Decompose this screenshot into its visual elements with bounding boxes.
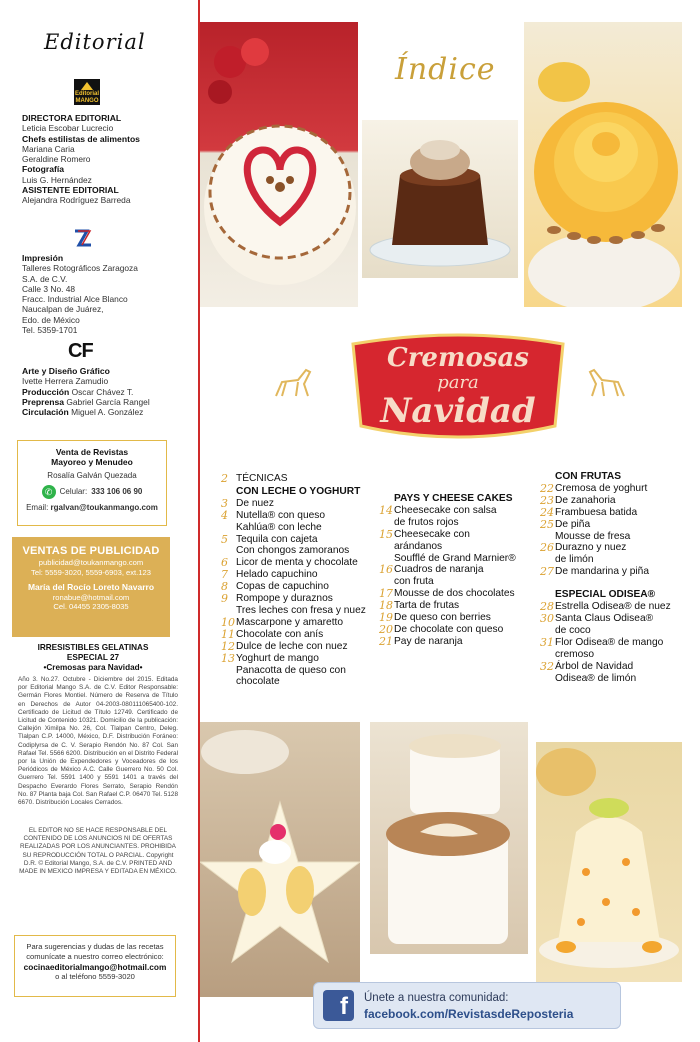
index-entry[interactable] bbox=[379, 624, 539, 636]
index-page-number: 5 bbox=[221, 532, 228, 546]
facebook-icon: f bbox=[323, 990, 354, 1021]
index-recipe-title: de coco bbox=[555, 624, 591, 636]
credit-line bbox=[22, 366, 150, 376]
index-recipe-title: Pay de naranja bbox=[394, 635, 463, 647]
sales-phone-label: Celular: bbox=[59, 487, 88, 496]
credit-line bbox=[22, 325, 138, 335]
index-page-number: 26 bbox=[540, 541, 554, 555]
index-section-heading: ESPECIAL ODISEA® bbox=[555, 589, 656, 601]
index-recipe-title: Soufflé de Grand Marnier® bbox=[394, 552, 516, 564]
credit-name: Mariana Caria bbox=[22, 143, 75, 154]
index-page-number: 10 bbox=[221, 615, 235, 629]
facebook-community-bar[interactable] bbox=[313, 982, 621, 1029]
index-page-number: 17 bbox=[379, 587, 393, 601]
reindeer-left-icon bbox=[268, 360, 318, 405]
photo-mango-flower-gelatin bbox=[524, 22, 682, 307]
index-page-number: 27 bbox=[540, 565, 554, 579]
credit-name: Tel. 5359-1701 bbox=[22, 325, 78, 336]
index-section-heading: CON LECHE O YOGHURT bbox=[236, 485, 361, 497]
logo-text: Editorial MANGO bbox=[74, 91, 99, 104]
credit-role: Arte y Diseño Gráfico bbox=[22, 366, 110, 376]
index-recipe-title: Flor Odisea® de mango bbox=[555, 636, 664, 648]
index-page-number: 32 bbox=[540, 659, 554, 673]
credit-line bbox=[22, 185, 140, 195]
index-page-number: 30 bbox=[540, 611, 554, 625]
index-entry[interactable] bbox=[379, 529, 539, 541]
index-page-number: 23 bbox=[540, 493, 554, 507]
index-entry[interactable] bbox=[221, 653, 381, 665]
photo-souffle-grand-marnier bbox=[370, 722, 528, 954]
index-page-number: 3 bbox=[221, 496, 228, 510]
index-page-number: 28 bbox=[540, 600, 554, 614]
index-recipe-title: De chocolate con queso bbox=[394, 623, 504, 635]
index-entry[interactable] bbox=[540, 566, 685, 578]
index-recipe-title: Durazno y nuez bbox=[555, 542, 627, 554]
disclaimer-text: EL EDITOR NO SE HACE RESPONSABLE DEL CONTENIDO DE LOS ANUNCIOS NI DE OFERTAS REALIZADAS POR LOS ANUNCIANTES. PROHIBIDA SU REPRODUCCIÓN TOTAL O PARCIAL. Copyright D.R. © Editorial Mango, S.A. de C.V. PRINTED AND MADE IN MEXICO IMPRESA Y EDITADA EN MÉXICO. bbox=[19, 827, 177, 876]
ads-tel: Tel: 5559-3020, 5559-6903, ext.123 bbox=[31, 567, 151, 577]
index-page-number: 20 bbox=[379, 622, 393, 636]
index-page-number bbox=[221, 665, 236, 677]
printing-credits bbox=[22, 253, 138, 335]
banner-line-1: Cremosas bbox=[387, 343, 529, 373]
index-page-number: 9 bbox=[221, 592, 228, 606]
index-recipe-title: Mousse de dos chocolates bbox=[394, 588, 515, 600]
index-page-number: 11 bbox=[221, 627, 235, 641]
issue-subtitle: •Cremosas para Navidad• bbox=[43, 662, 143, 672]
reindeer-right-icon bbox=[582, 360, 632, 405]
index-entry[interactable] bbox=[540, 542, 685, 554]
contact-line-3: o al teléfono 5559-3020 bbox=[55, 972, 135, 981]
sales-email-label: Email: bbox=[26, 503, 49, 512]
sales-phone: 333 106 06 90 bbox=[91, 487, 143, 496]
index-entry[interactable] bbox=[221, 617, 381, 629]
ads-contact-name: María del Rocío Loreto Navarro bbox=[27, 582, 155, 593]
index-page-number: 4 bbox=[221, 508, 228, 522]
index-recipe-title: De nuez bbox=[236, 497, 274, 509]
index-entry[interactable] bbox=[379, 588, 539, 600]
credit-name: Oscar Chávez T. bbox=[69, 386, 134, 397]
index-recipe-title: De piña bbox=[555, 518, 591, 530]
index-entry[interactable] bbox=[540, 661, 685, 673]
credit-name: S.A. de C.V. bbox=[22, 273, 68, 284]
index-page-number: 14 bbox=[379, 503, 393, 517]
credit-line bbox=[22, 315, 138, 325]
index-recipe-title: Odisea® de limón bbox=[555, 672, 637, 684]
index-page-number: 7 bbox=[221, 568, 228, 582]
index-page-number: 2 bbox=[221, 472, 228, 485]
index-entry[interactable] bbox=[221, 593, 381, 605]
contact-email[interactable]: cocinaeditorialmango@hotmail.com bbox=[23, 962, 167, 972]
index-entry[interactable] bbox=[540, 519, 685, 531]
index-section-heading: PAYS Y CHEESE CAKES bbox=[394, 493, 513, 504]
credit-line bbox=[22, 397, 150, 407]
credit-role: Producción bbox=[22, 386, 70, 397]
index-page-number: 22 bbox=[540, 481, 554, 495]
index-entry[interactable] bbox=[540, 625, 685, 637]
index-recipe-title: con fruta bbox=[394, 576, 434, 588]
index-entry[interactable] bbox=[221, 665, 381, 677]
index-entry[interactable] bbox=[221, 473, 381, 485]
credit-line bbox=[22, 144, 140, 154]
index-page-number: 25 bbox=[540, 517, 554, 531]
index-page-number bbox=[540, 673, 555, 685]
credit-line bbox=[22, 113, 140, 123]
credit-line bbox=[22, 134, 140, 144]
credit-role: Chefs estilistas de alimentos bbox=[22, 133, 140, 144]
index-page-number: 16 bbox=[379, 563, 393, 577]
index-column-2 bbox=[379, 492, 539, 648]
index-recipe-title: Cremosa de yoghurt bbox=[555, 482, 648, 494]
credit-name: Calle 3 No. 48 bbox=[22, 283, 76, 294]
index-page-number: 13 bbox=[221, 651, 235, 665]
index-recipe-title: Tres leches con fresa y nuez bbox=[236, 604, 366, 616]
sales-name: Rosalía Galván Quezada bbox=[47, 471, 137, 480]
index-entry[interactable] bbox=[540, 507, 685, 519]
index-recipe-title: De queso con berries bbox=[394, 612, 491, 624]
credit-role: Fotografía bbox=[22, 164, 65, 175]
index-page-number: 19 bbox=[379, 611, 393, 625]
index-recipe-title: Cheesecake con salsa bbox=[394, 504, 497, 516]
index-recipe-title: chocolate bbox=[236, 676, 280, 688]
credit-name: Talleres Rotográficos Zaragoza bbox=[22, 263, 138, 274]
credit-role: Preprensa bbox=[22, 396, 65, 407]
credit-line bbox=[22, 284, 138, 294]
mountain-icon bbox=[81, 82, 93, 90]
index-entry[interactable] bbox=[221, 545, 381, 557]
index-entry[interactable] bbox=[540, 637, 685, 649]
credit-line bbox=[22, 154, 140, 164]
sales-email[interactable]: rgalvan@toukanmango.com bbox=[50, 503, 158, 512]
credit-line bbox=[22, 304, 138, 314]
index-recipe-title: Helado capuchino bbox=[236, 569, 318, 581]
index-entry[interactable] bbox=[379, 612, 539, 624]
credit-name: Ivette Herrera Zamudio bbox=[22, 376, 109, 387]
ads-title: VENTAS DE PUBLICIDAD bbox=[22, 545, 160, 557]
index-entry[interactable] bbox=[379, 553, 539, 565]
index-page-number bbox=[221, 676, 236, 688]
credit-line bbox=[22, 274, 138, 284]
index-entry[interactable] bbox=[379, 505, 539, 517]
index-column-3 bbox=[540, 470, 685, 684]
cf-logo: CF bbox=[68, 340, 93, 362]
souffle-illustration-icon bbox=[370, 722, 528, 954]
credits-column bbox=[0, 0, 198, 1042]
credit-line bbox=[22, 123, 140, 133]
index-recipe-title: Chocolate con anís bbox=[236, 628, 324, 640]
credit-role: ASISTENTE EDITORIAL bbox=[22, 185, 119, 196]
index-recipe-title: TÉCNICAS bbox=[236, 473, 288, 484]
facebook-cta: Únete a nuestra comunidad: bbox=[364, 992, 509, 1004]
whatsapp-icon: ✆ bbox=[42, 485, 56, 499]
index-recipe-title: Santa Claus Odisea® bbox=[555, 612, 654, 624]
index-page-number bbox=[379, 541, 394, 553]
heart-cake-illustration-icon bbox=[200, 22, 358, 307]
credit-line bbox=[22, 164, 140, 174]
index-page-number: 12 bbox=[221, 639, 235, 653]
credit-line bbox=[22, 407, 150, 417]
credit-name: Gabriel García Rangel bbox=[64, 396, 150, 407]
mango-flower-illustration-icon bbox=[524, 22, 682, 307]
index-entry[interactable] bbox=[379, 541, 539, 553]
index-title: Índice bbox=[395, 52, 496, 87]
contact-line-2: comunícate a nuestro correo electrónico: bbox=[26, 952, 164, 961]
index-page-number bbox=[379, 517, 394, 529]
cremosas-para-navidad-banner bbox=[343, 326, 573, 448]
advertising-box bbox=[12, 537, 170, 637]
sales-title-1: Venta de Revistas bbox=[55, 447, 129, 457]
index-recipe-title: Kahlúa® con leche bbox=[236, 521, 322, 533]
index-entry[interactable] bbox=[221, 605, 381, 617]
index-recipe-title: Con chongos zamoranos bbox=[236, 545, 350, 557]
credit-name: Alejandra Rodríguez Barreda bbox=[22, 195, 131, 206]
index-entry[interactable] bbox=[379, 576, 539, 588]
credit-line bbox=[22, 263, 138, 273]
index-recipe-title: Mascarpone y amaretto bbox=[236, 616, 344, 628]
index-recipe-title: de frutos rojos bbox=[394, 516, 459, 528]
credit-name: Miguel A. González bbox=[68, 407, 144, 418]
credit-line bbox=[22, 175, 140, 185]
index-recipe-title: Dulce de leche con nuez bbox=[236, 640, 348, 652]
zaragoza-logo-icon bbox=[73, 228, 93, 248]
index-recipe-title: Tarta de frutas bbox=[394, 600, 460, 612]
fruit-bundt-illustration-icon bbox=[536, 742, 682, 982]
credit-name: Geraldine Romero bbox=[22, 154, 91, 165]
credit-name: Luis G. Hernández bbox=[22, 174, 92, 185]
index-recipe-title: de limón bbox=[555, 554, 594, 566]
issue-info bbox=[18, 643, 168, 672]
index-recipe-title: Yoghurt de mango bbox=[236, 652, 319, 664]
index-entry[interactable] bbox=[221, 522, 381, 534]
index-entry[interactable] bbox=[540, 601, 685, 613]
index-page-number: 8 bbox=[221, 580, 228, 594]
credit-line bbox=[22, 294, 138, 304]
index-entry[interactable] bbox=[379, 600, 539, 612]
index-entry[interactable] bbox=[540, 531, 685, 543]
index-recipe-title: arándanos bbox=[394, 540, 443, 552]
index-entry[interactable] bbox=[221, 498, 381, 510]
design-credits bbox=[22, 366, 150, 417]
index-entry[interactable] bbox=[221, 629, 381, 641]
index-page-number: 15 bbox=[379, 527, 393, 541]
index-page-number: 24 bbox=[540, 505, 554, 519]
index-recipe-title: De zanahoria bbox=[555, 494, 616, 506]
credit-role: DIRECTORA EDITORIAL bbox=[22, 113, 122, 123]
index-entry[interactable] bbox=[540, 649, 685, 661]
index-page-number: 31 bbox=[540, 635, 554, 649]
index-page-number bbox=[221, 522, 236, 534]
index-entry[interactable] bbox=[221, 510, 381, 522]
index-entry[interactable] bbox=[540, 483, 685, 495]
contact-line-1: Para sugerencias y dudas de las recetas bbox=[26, 942, 164, 951]
chocolate-flan-illustration-icon bbox=[362, 120, 518, 278]
index-recipe-title: Tequila con cajeta bbox=[236, 533, 318, 545]
index-page-number bbox=[540, 649, 555, 661]
index-recipe-title: Frambuesa batida bbox=[555, 506, 638, 518]
index-entry[interactable] bbox=[221, 641, 381, 653]
index-recipe-title: De mandarina y piña bbox=[555, 566, 650, 578]
editorial-staff bbox=[22, 113, 140, 206]
index-column-1 bbox=[221, 473, 381, 688]
index-recipe-title: Cheesecake con bbox=[394, 528, 470, 540]
photo-fruit-bundt-gelatin bbox=[536, 742, 682, 982]
banner-line-2: para bbox=[437, 372, 479, 393]
credit-line bbox=[22, 253, 138, 263]
credit-line bbox=[22, 195, 140, 205]
credit-role: Impresión bbox=[22, 253, 64, 263]
credit-role: Circulación bbox=[22, 407, 69, 418]
index-section-heading: CON FRUTAS bbox=[555, 471, 622, 482]
index-entry[interactable] bbox=[221, 569, 381, 581]
index-entry[interactable] bbox=[379, 564, 539, 576]
index-recipe-title: Panacotta de queso con bbox=[236, 664, 346, 676]
index-recipe-title: Cuadros de naranja bbox=[394, 564, 484, 576]
credit-line bbox=[22, 387, 150, 397]
sales-email-row bbox=[22, 503, 162, 513]
sales-title-2: Mayoreo y Menudeo bbox=[51, 457, 133, 467]
index-entry[interactable] bbox=[379, 517, 539, 529]
index-recipe-title: Licor de menta y chocolate bbox=[236, 557, 358, 569]
credit-name: Leticia Escobar Lucrecio bbox=[22, 123, 114, 134]
editorial-brand: Editorial bbox=[44, 30, 146, 54]
index-entry[interactable] bbox=[221, 557, 381, 569]
banner-line-3: Navidad bbox=[380, 391, 536, 431]
index-recipe-title: Árbol de Navidad bbox=[555, 660, 634, 672]
photo-chocolate-flan bbox=[362, 120, 518, 278]
sales-phone-row bbox=[22, 485, 162, 499]
index-page-number: 6 bbox=[221, 556, 228, 570]
index-entry[interactable] bbox=[540, 495, 685, 507]
index-entry[interactable] bbox=[540, 554, 685, 566]
index-page-number: 18 bbox=[379, 599, 393, 613]
index-entry[interactable] bbox=[540, 613, 685, 625]
index-entry[interactable] bbox=[221, 581, 381, 593]
index-recipe-title: Estrella Odisea® de nuez bbox=[555, 601, 671, 613]
credit-name: Naucalpan de Juárez, bbox=[22, 304, 104, 315]
credit-line bbox=[22, 376, 150, 386]
index-entry[interactable] bbox=[540, 673, 685, 685]
credit-name: Fracc. Industrial Alce Blanco bbox=[22, 294, 128, 305]
index-recipe-title: cremoso bbox=[555, 648, 595, 660]
contact-box bbox=[14, 935, 176, 997]
credit-name: Edo. de México bbox=[22, 314, 80, 325]
index-recipe-title: Copas de capuchino bbox=[236, 581, 329, 593]
ads-email-2[interactable]: ronabue@hotmail.com bbox=[52, 592, 130, 602]
editorial-mango-logo bbox=[74, 79, 100, 105]
legal-text: Año 3. No.27. Octubre - Diciembre del 2015. Editada por Editorial Mango S.A. de C.V. Editor Responsable: Germán Flores Montiel. Número de Reserva de Título en Derechos de Autor 04-2003-080111065400-102. Certificado de Licitud de Título 12749. Certificado de Licitud de Contenido 10321. Domicilio de la publicación: Callejón Ximilpa No. 26, Col. Tlalpan Centro, Deleg. Tlalpan C.P. 14000, México, D.F. Distribución Foráneo: Codiplyrsa de C. V. Serapio Rendón No. 87 Col. San Rafael Tel. 5566 6200. Distribución en el Distrito Federal por la Unión de Expendedores y Voceadores de los Periódicos de México A.C. Calle Guerrero No. 50 Col. Guerrero Tel. 5591 1400 y 5591 1401 a través del Despacho Everardo Flores Serrato, Serapio Rendón No. 87 Planta baja Col. San Rafael C.P. 06470 Tel. 5128 6670. Distribución Locales Cerrados. bbox=[18, 676, 178, 807]
issue-number: ESPECIAL 27 bbox=[66, 652, 120, 662]
index-recipe-title: Rompope y duraznos bbox=[236, 593, 333, 605]
index-entry[interactable] bbox=[221, 534, 381, 546]
photo-star-gelatin bbox=[200, 722, 360, 997]
ads-cel: Cel. 04455 2305-8035 bbox=[53, 602, 129, 612]
index-recipe-title: Mousse de fresa bbox=[555, 530, 631, 542]
photo-heart-pecan-cake bbox=[200, 22, 358, 307]
facebook-url[interactable]: facebook.com/RevistasdeReposteria bbox=[364, 1007, 574, 1021]
issue-title: IRRESISTIBLES GELATINAS bbox=[37, 643, 149, 652]
index-page-number bbox=[540, 625, 555, 637]
index-recipe-title: Nutella® con queso bbox=[236, 509, 326, 521]
index-entry[interactable] bbox=[221, 676, 381, 688]
index-page-number: 21 bbox=[379, 634, 393, 648]
ads-email[interactable]: publicidad@toukanmango.com bbox=[38, 558, 144, 567]
sales-box bbox=[17, 440, 167, 526]
star-gelatin-illustration-icon bbox=[200, 722, 360, 997]
index-spacer bbox=[540, 578, 685, 588]
index-entry[interactable] bbox=[379, 636, 539, 648]
